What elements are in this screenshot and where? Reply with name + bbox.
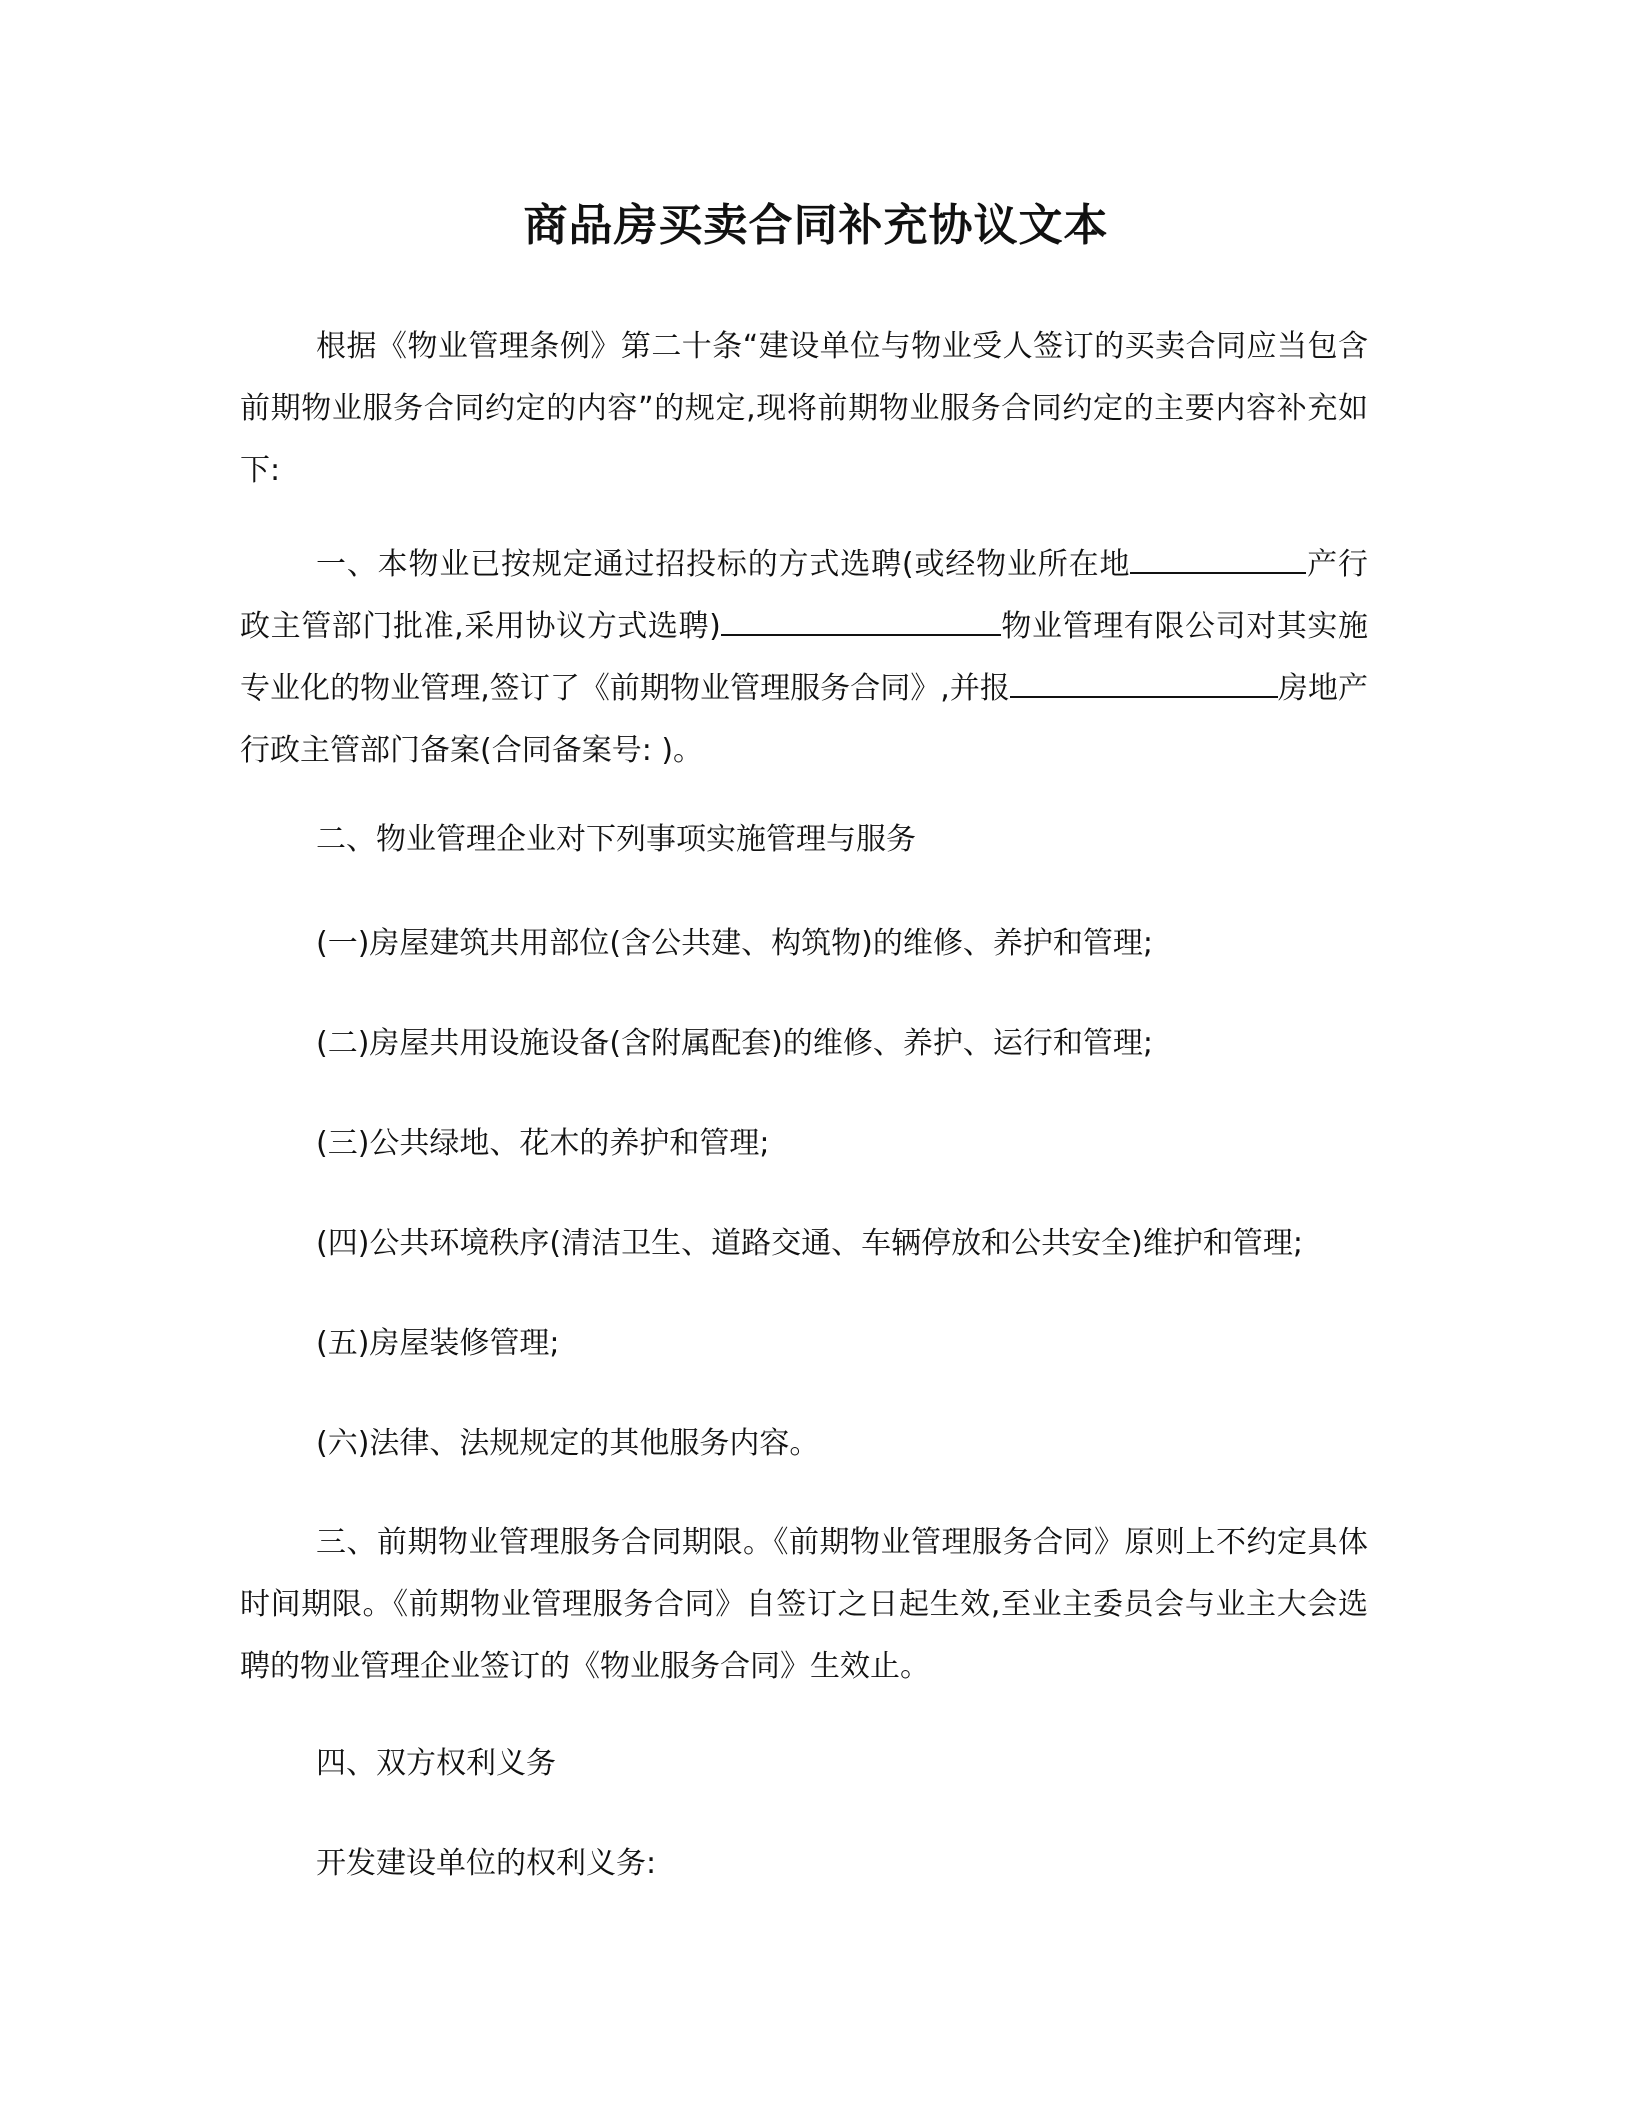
service-item-4: (四)公共环境秩序(清洁卫生、道路交通、车辆停放和公共安全)维护和管理; [316, 1226, 1303, 1261]
service-item-2: (二)房屋共用设施设备(含附属配套)的维修、养护、运行和管理; [316, 1026, 1153, 1061]
section1-text-c: 物业管理有限公司对其实施专业化的物业管理,签订了《前期物业管理服务合同》,并报 [240, 609, 1368, 706]
document-title: 商品房买卖合同补充协议文本 [523, 200, 1109, 251]
service-item-1: (一)房屋建筑共用部位(含公共建、构筑物)的维修、养护和管理; [316, 926, 1153, 961]
developer-rights-heading: 开发建设单位的权利义务: [316, 1846, 657, 1881]
section1-paragraph [240, 534, 1368, 782]
section1-text-b: 产行政主管部门批准,采用协议方式选聘) [240, 547, 1368, 644]
intro-paragraph: 根据《物业管理条例》第二十条“建设单位与物业受人签订的买卖合同应当包含前期物业服务合同约定的内容”的规定,现将前期物业服务合同约定的主要内容补充如下: [240, 329, 1368, 488]
section3-paragraph: 三、前期物业管理服务合同期限。《前期物业管理服务合同》原则上不约定具体时间期限。《前期物业管理服务合同》自签订之日起生效,至业主委员会与业主大会选聘的物业管理企业签订的《物业服务合同》生效止。 [240, 1525, 1368, 1684]
service-item-6: (六)法律、法规规定的其他服务内容。 [316, 1426, 820, 1461]
service-item-5: (五)房屋装修管理; [316, 1326, 560, 1361]
service-item-3: (三)公共绿地、花木的养护和管理; [316, 1126, 770, 1161]
section4-heading: 四、双方权利义务 [316, 1746, 556, 1781]
blank-field-locality[interactable] [1130, 546, 1306, 574]
blank-field-company[interactable] [721, 608, 1001, 636]
section2-heading: 二、物业管理企业对下列事项实施管理与服务 [316, 822, 916, 857]
section1-text-d: 房地产行政主管部门备案(合同备案号: )。 [240, 671, 1368, 768]
section1-text-a: 一、本物业已按规定通过招投标的方式选聘(或经物业所在地 [316, 547, 1131, 582]
blank-field-authority[interactable] [1010, 670, 1278, 698]
